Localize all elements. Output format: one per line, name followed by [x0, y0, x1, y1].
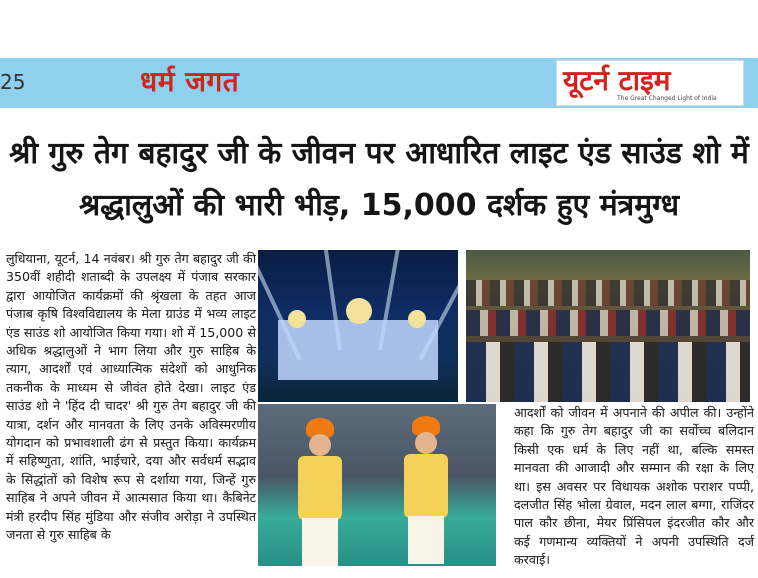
face	[309, 434, 331, 456]
crowd-row	[466, 342, 750, 402]
photo-audience-crowd	[466, 250, 750, 402]
photo-light-show	[258, 250, 458, 402]
article-column-1: लुधियाना, यूटर्न, 14 नवंबर। श्री गुरु तेग बहादुर जी की 350वीं शहीदी शताब्दी के उपलक्ष्य में पंजाब सरकार द्वारा आयोजित कार्यक्रमों की श्रृंखला के तहत आज पंजाब कृषि विश्वविद्यालय के मेला ग्राउंड में भव्य लाइट एंड साउंड शो आयोजित किया गया। शो में 15,000 से अधिक श्रद्धालुओं ने भाग लिया और गुरु साहिब के त्याग, आदर्शों एवं आध्यात्मिक संदेशों को आधुनिक तकनीक के माध्यम से जीवंत होते देखा। लाइट एंड साउंड शो ने 'हिंद दी चादर' श्री गुरु तेग बहादुर जी की यात्रा, दर्शन और मानवता के लिए उनके अविस्मरणीय योगदान को प्रभावशाली ढंग से प्रस्तुत किया। कार्यक्रम में सहिष्णुता, शांति, भाईचारे, दया और सर्वधर्म सद्भाव के सिद्धांतों को विशेष रूप से दर्शाया गया, जिन्हें गुरु साहिब ने अपने जीवन में आत्मसात किया था। कैबिनेट मंत्री हरदीप सिंह मुंडिया और संजीव अरोड़ा ने उपस्थित जनता से गुरु साहिब के	[6, 251, 256, 543]
golden-dome	[346, 298, 372, 324]
golden-dome	[288, 310, 306, 328]
logo-text: यूटर्न टाइम	[563, 64, 671, 97]
section-title: धर्म जगत	[140, 65, 240, 98]
child-performer	[290, 418, 350, 566]
pants	[302, 518, 338, 566]
crowd-row	[466, 310, 750, 336]
crowd-row	[466, 280, 750, 306]
article-column-2: आदर्शों को जीवन में अपनाने की अपील की। उन्होंने कहा कि गुरु तेग बहादुर जी का सर्वोच्च बलिदान किसी एक धर्म के लिए नहीं था, बल्कि समस्त मानवता की आजादी और सम्मान की रक्षा के लिए था। इस अवसर पर विधायक अशोक पराशर पप्पी, दलजीत सिंह भोला ग्रेवाल, मदन लाल बग्गा, राजिंदर पाल कौर छीना, मेयर प्रिंसिपल इंदरजीत कौर और कई गणमान्य व्यक्तियों ने अपनी उपस्थिति दर्ज करवाई।	[514, 405, 754, 568]
child-performer	[396, 416, 456, 566]
golden-dome	[408, 310, 426, 328]
face	[415, 432, 437, 454]
page-number: 25	[0, 70, 26, 94]
newspaper-logo	[556, 60, 744, 106]
photo-children-performers	[258, 404, 496, 566]
pants	[408, 516, 444, 564]
top-margin	[0, 0, 758, 56]
vest	[298, 456, 342, 520]
vest	[404, 454, 448, 518]
illuminated-gurdwara	[278, 320, 438, 380]
logo-tagline: The Great Changed Light of India	[617, 95, 717, 102]
article-headline: श्री गुरु तेग बहादुर जी के जीवन पर आधारित लाइट एंड साउंड शो में श्रद्धालुओं की भारी भीड़, 15,000 दर्शक हुए मंत्रमुग्ध	[9, 136, 749, 223]
